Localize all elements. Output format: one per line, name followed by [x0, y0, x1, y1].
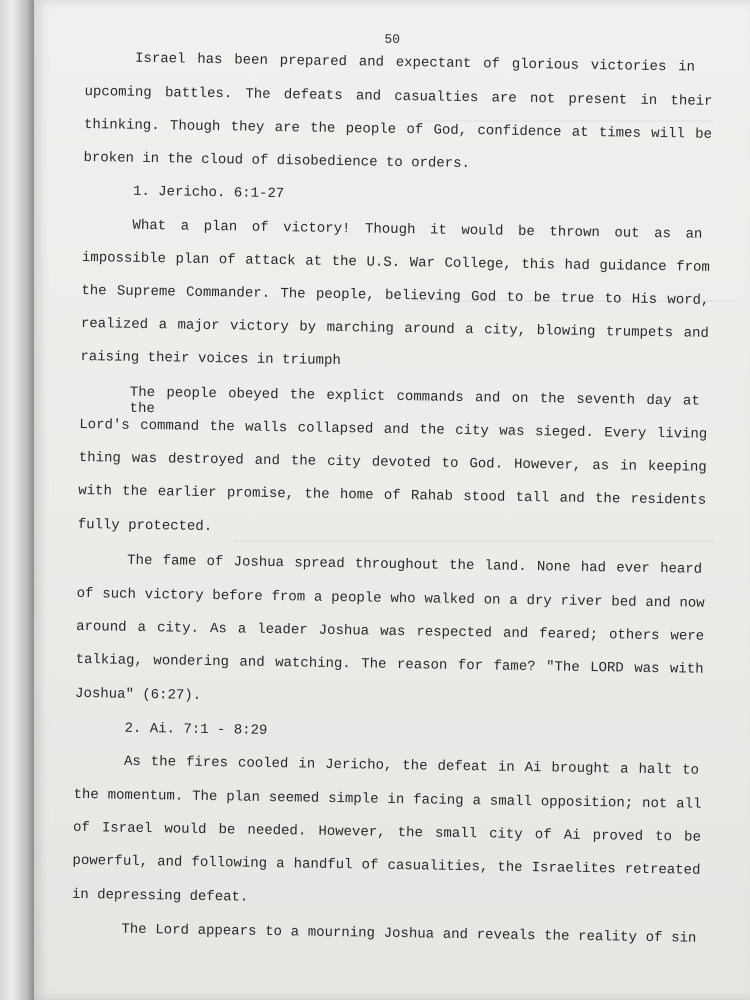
text-line: fully protected. — [77, 516, 213, 536]
text-line: around a city. As a leader Joshua was respected and feared; others were — [76, 618, 705, 645]
text-line: Israel has been prepared and expectant of glorious victories in — [134, 50, 696, 76]
text-line: the Supreme Commander. The people, believing God to be true to His word, — [81, 282, 710, 309]
text-line: in depressing defeat. — [71, 886, 249, 906]
text-line: of Israel would be needed. However, the small city of Ai proved to be — [72, 819, 702, 846]
page-text — [71, 0, 716, 947]
text-line: impossible plan of attack at the U.S. War College, this had guidance from — [81, 249, 710, 276]
text-line: thinking. Though they are the people of God, confidence at times will be — [83, 116, 713, 143]
text-line: powerful, and following a handful of casualities, the Israelites retreated — [72, 852, 701, 879]
section-heading: 2. Ai. 7:1 - 8:29 — [124, 720, 268, 739]
text-line: the momentum. The plan seemed simple in facing a small opposition; not all — [73, 786, 702, 813]
text-line: broken in the cloud of disobedience to orders. — [83, 149, 471, 173]
text-line: As the fires cooled in Jericho, the defeat in Ai brought a halt to — [123, 753, 700, 779]
text-line: The people obeyed the explict commands and on the seventh day at the — [129, 384, 700, 418]
show-through-mark — [234, 540, 714, 542]
text-line: Joshua" (6:27). — [74, 685, 202, 704]
section-heading: 1. Jericho. 6:1-27 — [132, 183, 285, 203]
show-through-mark — [414, 120, 714, 122]
text-line: Lord's command the walls collapsed and the city was sieged. Every living — [79, 416, 708, 443]
text-line: raising their voices in triumph — [80, 348, 341, 370]
text-line: with the earlier promise, the home of Rahab stood tall and the residents — [78, 482, 707, 509]
text-line: talkiag, wondering and watching. The reason for fame? "The LORD was with — [75, 651, 704, 678]
text-line: What a plan of victory! Though it would be thrown out as an — [132, 217, 703, 243]
page-paper — [34, 0, 750, 1000]
text-line: The fame of Joshua spread throughout the land. None had ever heard — [127, 552, 703, 578]
text-line: upcoming battles. The defeats and casualties are not present in their — [84, 83, 713, 110]
book-spine — [0, 0, 34, 1000]
text-line: The Lord appears to a mourning Joshua and reveals the reality of sin — [121, 921, 697, 947]
page-number: 50 — [384, 31, 401, 47]
text-line: realized a major victory by marching around a city, blowing trumpets and — [80, 315, 709, 342]
text-line: thing was destroyed and the city devoted to God. However, as in keeping — [78, 449, 707, 476]
text-line: of such victory before from a people who walked on a dry river bed and now — [76, 585, 705, 612]
